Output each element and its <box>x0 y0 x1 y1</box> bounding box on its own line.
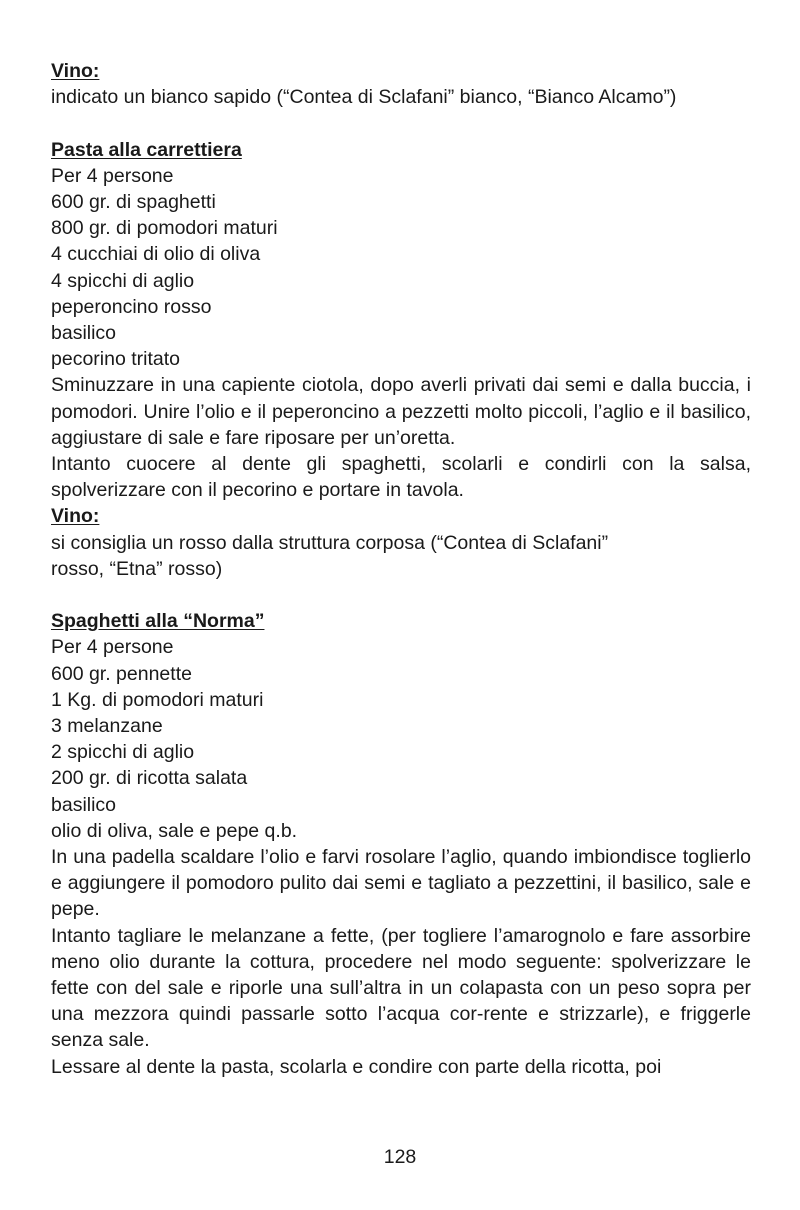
section-spacer <box>51 582 751 608</box>
ingredient-line: 1 Kg. di pomodori maturi <box>51 688 264 711</box>
ingredient-line: 3 melanzane <box>51 715 163 738</box>
instruction-paragraph: Intanto cuocere al dente gli spaghetti, scolarli e condirli con la salsa, spolverizzare con il pecorino e portare in tavola. <box>51 453 751 502</box>
wine-heading: Vino: <box>51 505 100 528</box>
instruction-paragraph: In una padella scaldare l’olio e farvi rosolare l’aglio, quando imbiondisce toglierlo e aggiungere il pomodoro pulito dai semi e tagliato a pezzettini, il basilico, sale e pepe. <box>51 846 751 921</box>
wine-recommendation: indicato un bianco sapido (“Contea di Sclafani” bianco, “Bianco Alcamo”) <box>51 86 677 109</box>
wine-recommendation: si consiglia un rosso dalla struttura corposa (“Contea di Sclafani” <box>51 531 609 554</box>
instruction-paragraph: Intanto tagliare le melanzane a fette, (per togliere l’amarognolo e fare assorbire meno olio durante la cottura, procedere nel modo seguente: spolverizzare le fette con del sale e riporle una sull’altra in un colapasta con un peso sopra per una mezzora quindi passarle sotto l’acqua cor-rente e strizzarle), e friggerle senza sale. <box>51 924 751 1052</box>
ingredient-line: 600 gr. pennette <box>51 662 192 685</box>
ingredient-line: Per 4 persone <box>51 164 174 187</box>
section-spacer <box>51 110 751 136</box>
ingredient-line: olio di oliva, sale e pepe q.b. <box>51 819 298 842</box>
ingredient-line: 600 gr. di spaghetti <box>51 191 216 213</box>
recipe-title: Spaghetti alla “Norma” <box>51 610 265 633</box>
ingredient-line: 4 cucchiai di olio di oliva <box>51 243 261 266</box>
instruction-paragraph: Lessare al dente la pasta, scolarla e condire con parte della ricotta, poi <box>51 1055 662 1078</box>
ingredient-line: 4 spicchi di aglio <box>51 269 195 292</box>
document-page <box>51 58 751 1080</box>
ingredient-line: 800 gr. di pomodori maturi <box>51 217 278 240</box>
ingredient-line: 2 spicchi di aglio <box>51 741 195 764</box>
ingredient-line: Per 4 persone <box>51 636 174 659</box>
instruction-paragraph: Sminuzzare in una capiente ciotola, dopo averli privati dai semi e dalla buccia, i pomodori. Unire l’olio e il peperoncino a pezzetti molto piccoli, l’aglio e il basilico, aggiustare di sale e fare riposare per un’oretta. <box>51 374 751 449</box>
wine-recommendation: rosso, “Etna” rosso) <box>51 557 223 580</box>
wine-heading: Vino: <box>51 60 100 82</box>
recipe-title: Pasta alla carrettiera <box>51 138 242 161</box>
ingredient-line: peperoncino rosso <box>51 295 212 318</box>
ingredient-line: basilico <box>51 322 117 345</box>
ingredient-line: 200 gr. di ricotta salata <box>51 767 248 790</box>
ingredient-line: pecorino tritato <box>51 348 180 371</box>
page-number: 128 <box>383 1146 417 1168</box>
ingredient-line: basilico <box>51 793 117 816</box>
